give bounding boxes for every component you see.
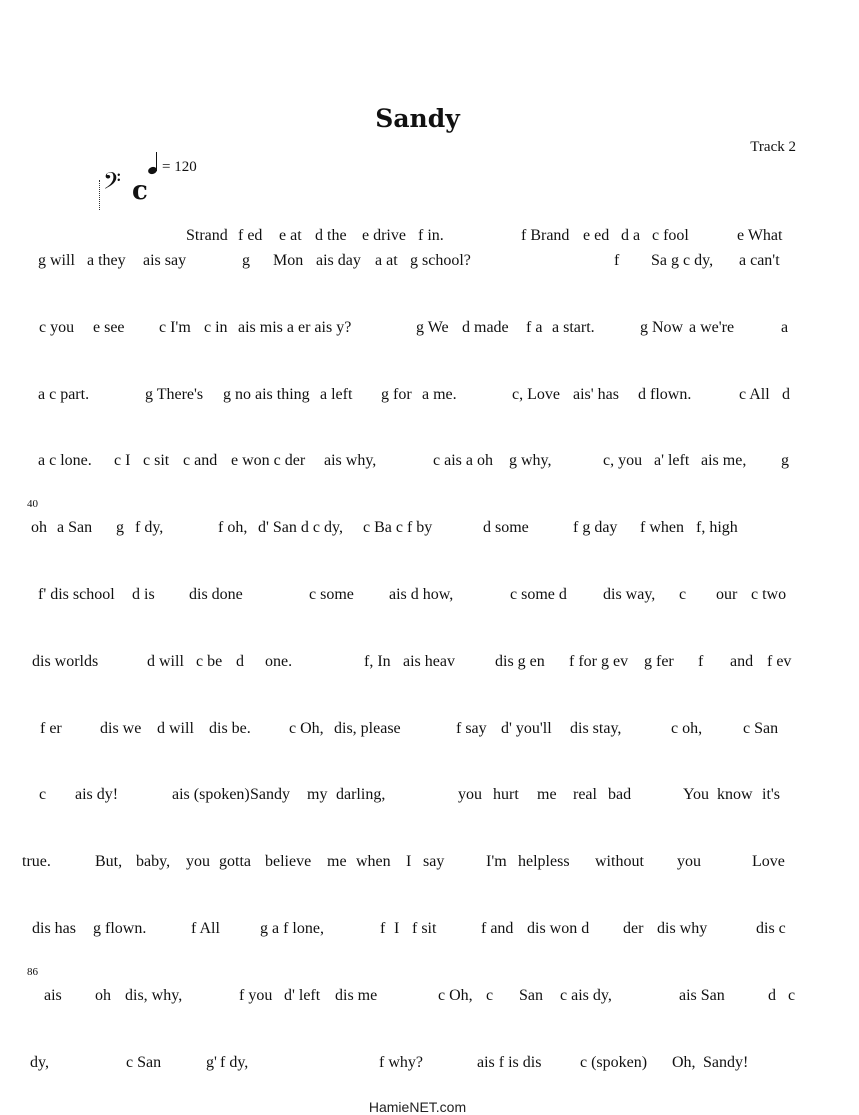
- lyric-syllable: c (spoken): [580, 1054, 648, 1071]
- bass-clef-icon: 𝄢: [103, 167, 122, 200]
- lyric-syllable: dis, please: [334, 720, 401, 737]
- lyric-syllable: my: [307, 786, 328, 803]
- lyric-syllable: Sandy!: [703, 1054, 749, 1071]
- lyric-line: [0, 920, 859, 940]
- lyric-syllable: c, Love: [512, 386, 560, 403]
- lyric-syllable: f dy,: [220, 1054, 249, 1071]
- lyric-syllable: f why?: [379, 1054, 423, 1071]
- lyric-syllable: g: [781, 452, 789, 469]
- lyric-syllable: der: [623, 920, 644, 937]
- lyric-syllable: ais d how,: [389, 586, 454, 603]
- lyric-syllable: dy,: [30, 1054, 49, 1071]
- lyric-syllable: a can't: [739, 252, 780, 269]
- lyric-syllable: a they: [87, 252, 126, 269]
- lyric-syllable: c you: [39, 319, 75, 336]
- lyric-syllable: dis worlds: [32, 653, 99, 670]
- lyric-syllable: Love: [752, 853, 785, 870]
- lyric-syllable: f ev: [767, 653, 792, 670]
- lyric-syllable: g will: [38, 252, 75, 269]
- lyric-syllable: d: [768, 987, 776, 1004]
- lyric-syllable: f a: [526, 319, 543, 336]
- lyric-syllable: Strand: [186, 227, 228, 244]
- lyric-syllable: ais me,: [701, 452, 747, 469]
- lyric-syllable: c sit: [143, 452, 170, 469]
- lyric-syllable: c fool: [652, 227, 689, 244]
- lyric-syllable: I'm: [486, 853, 507, 870]
- lyric-syllable: d a: [621, 227, 641, 244]
- lyric-syllable: you: [186, 853, 210, 870]
- lyric-syllable: f ed: [238, 227, 263, 244]
- lyric-syllable: you: [458, 786, 482, 803]
- lyric-syllable: f' dis school: [38, 586, 115, 603]
- lyric-syllable: dis we: [100, 720, 142, 737]
- lyric-syllable: c: [486, 987, 494, 1004]
- lyric-syllable: f dy,: [135, 519, 164, 536]
- lyric-line: [0, 720, 859, 740]
- lyric-syllable: ais f is dis: [477, 1054, 542, 1071]
- lyric-line: [0, 319, 859, 339]
- lyric-syllable: e ed: [583, 227, 610, 244]
- lyric-line: [0, 1054, 859, 1074]
- lyric-syllable: real: [573, 786, 597, 803]
- lyric-syllable: a c lone.: [38, 452, 92, 469]
- lyric-syllable: f sit: [412, 920, 437, 937]
- lyric-syllable: hurt: [493, 786, 519, 803]
- lyric-syllable: f g day: [573, 519, 618, 536]
- lyric-syllable: d: [782, 386, 790, 403]
- lyric-syllable: believe: [265, 853, 312, 870]
- lyric-syllable: d made: [462, 319, 509, 336]
- lyric-syllable: ais heav: [403, 653, 455, 670]
- lyric-line: [0, 987, 859, 1007]
- lyric-syllable: it's: [762, 786, 780, 803]
- lyric-syllable: c ais a oh: [433, 452, 493, 469]
- lyric-syllable: g flown.: [93, 920, 147, 937]
- lyric-syllable: Sa g c dy,: [651, 252, 714, 269]
- lyric-syllable: oh: [95, 987, 111, 1004]
- lyric-syllable: c, you: [603, 452, 643, 469]
- lyric-syllable: dis g en: [495, 653, 545, 670]
- lyric-syllable: ais say: [143, 252, 187, 269]
- lyric-syllable: a we're: [689, 319, 735, 336]
- lyric-syllable: d' you'll: [501, 720, 552, 737]
- lyric-syllable: helpless: [518, 853, 570, 870]
- lyric-syllable: f say: [456, 720, 487, 737]
- lyric-syllable: d is: [132, 586, 155, 603]
- lyric-syllable: c San: [743, 720, 779, 737]
- lyric-syllable: ais (spoken): [172, 786, 250, 803]
- lyric-line: [0, 653, 859, 673]
- lyric-syllable: without: [595, 853, 644, 870]
- lyric-syllable: f All: [191, 920, 220, 937]
- lyric-syllable: g': [206, 1054, 217, 1071]
- lyric-syllable: c Oh,: [289, 720, 324, 737]
- lyric-line: [0, 853, 859, 873]
- lyric-syllable: f Brand: [521, 227, 570, 244]
- lyric-syllable: g: [116, 519, 124, 536]
- lyric-syllable: ais: [44, 987, 62, 1004]
- lyric-syllable: f for g ev: [569, 653, 629, 670]
- lyric-syllable: our: [716, 586, 738, 603]
- lyric-syllable: ais San: [679, 987, 725, 1004]
- lyric-syllable: c and: [183, 452, 218, 469]
- lyric-line: [0, 227, 859, 247]
- lyric-syllable: dis has: [32, 920, 76, 937]
- lyric-syllable: a c part.: [38, 386, 90, 403]
- lyric-syllable: I: [406, 853, 412, 870]
- lyric-syllable: g Now: [640, 319, 684, 336]
- lyric-syllable: dis c: [756, 920, 786, 937]
- tempo-marking: [148, 152, 197, 176]
- lyric-line: [0, 386, 859, 406]
- lyric-syllable: dis won d: [527, 920, 590, 937]
- lyric-syllable: c some: [309, 586, 354, 603]
- lyric-syllable: ais mis a er ais y?: [238, 319, 352, 336]
- lyric-syllable: c: [788, 987, 796, 1004]
- lyric-syllable: darling,: [336, 786, 386, 803]
- lyric-syllable: dis way,: [603, 586, 656, 603]
- lyric-syllable: ais dy!: [75, 786, 119, 803]
- lyric-syllable: c in: [204, 319, 228, 336]
- lyric-syllable: and: [730, 653, 754, 670]
- lyric-syllable: c All: [739, 386, 770, 403]
- lyric-syllable: d some: [483, 519, 529, 536]
- lyric-line: [0, 252, 859, 272]
- lyric-syllable: g why,: [509, 452, 552, 469]
- lyric-syllable: dis done: [189, 586, 243, 603]
- lyric-syllable: dis, why,: [125, 987, 183, 1004]
- lyric-syllable: c San: [126, 1054, 162, 1071]
- lyric-syllable: f you: [239, 987, 273, 1004]
- lyric-syllable: when: [356, 853, 391, 870]
- lyric-syllable: dis be.: [209, 720, 251, 737]
- lyric-syllable: I: [394, 920, 400, 937]
- lyric-syllable: c ais dy,: [560, 987, 612, 1004]
- lyric-syllable: c I: [114, 452, 131, 469]
- lyric-syllable: f: [380, 920, 386, 937]
- lyric-syllable: a me.: [422, 386, 457, 403]
- lyric-syllable: f: [698, 653, 704, 670]
- lyric-syllable: d the: [315, 227, 347, 244]
- lyric-syllable: d' San d c dy,: [258, 519, 343, 536]
- lyric-syllable: f er: [40, 720, 62, 737]
- lyric-syllable: say: [423, 853, 445, 870]
- lyric-syllable: baby,: [136, 853, 171, 870]
- lyric-syllable: c: [39, 786, 47, 803]
- lyric-syllable: a left: [320, 386, 353, 403]
- lyric-line: [0, 786, 859, 806]
- lyric-syllable: gotta: [219, 853, 251, 870]
- lyric-syllable: c: [679, 586, 687, 603]
- lyric-syllable: a: [781, 319, 789, 336]
- lyric-syllable: one.: [265, 653, 293, 670]
- footer-site[interactable]: HamieNET.com: [368, 1099, 467, 1115]
- lyric-syllable: e see: [93, 319, 125, 336]
- lyric-syllable: ais why,: [324, 452, 377, 469]
- lyric-syllable: e won c der: [231, 452, 306, 469]
- lyric-syllable: g a f lone,: [260, 920, 324, 937]
- measure-number: 40: [27, 498, 38, 510]
- lyric-syllable: a at: [375, 252, 398, 269]
- lyric-syllable: dis me: [335, 987, 378, 1004]
- lyric-syllable: c be: [196, 653, 223, 670]
- lyric-syllable: f in.: [418, 227, 444, 244]
- lyric-syllable: e at: [279, 227, 302, 244]
- lyric-syllable: me: [327, 853, 347, 870]
- staff-start: [99, 167, 159, 214]
- lyric-syllable: d: [236, 653, 244, 670]
- lyric-syllable: a San: [57, 519, 93, 536]
- lyric-syllable: d will: [157, 720, 194, 737]
- lyric-syllable: ais day: [316, 252, 361, 269]
- lyric-syllable: e What: [737, 227, 783, 244]
- lyric-syllable: Sandy: [250, 786, 290, 803]
- lyric-syllable: oh: [31, 519, 47, 536]
- lyric-line: [0, 586, 859, 606]
- lyric-syllable: Mon: [273, 252, 304, 269]
- lyric-syllable: d flown.: [638, 386, 692, 403]
- time-signature: c: [132, 176, 148, 206]
- lyric-syllable: f, In: [364, 653, 391, 670]
- lyric-syllable: you: [677, 853, 701, 870]
- page-title: Sandy: [375, 104, 460, 133]
- lyric-line: [0, 519, 859, 539]
- lyric-syllable: f oh,: [218, 519, 248, 536]
- lyric-syllable: c some d: [510, 586, 567, 603]
- lyric-syllable: g for: [381, 386, 412, 403]
- lyric-line: [0, 452, 859, 472]
- lyric-syllable: g school?: [410, 252, 471, 269]
- lyric-syllable: f, high: [696, 519, 738, 536]
- lyric-syllable: a' left: [654, 452, 690, 469]
- lyric-syllable: true.: [22, 853, 51, 870]
- lyric-syllable: g We: [416, 319, 449, 336]
- measure-number: 86: [27, 966, 38, 978]
- lyric-syllable: e drive: [362, 227, 406, 244]
- quarter-note-icon: [148, 152, 160, 176]
- lyric-syllable: f: [614, 252, 620, 269]
- lyric-syllable: f when: [640, 519, 684, 536]
- lyric-syllable: g There's: [145, 386, 204, 403]
- lyric-syllable: g fer: [644, 653, 674, 670]
- lyric-syllable: bad: [608, 786, 632, 803]
- lyric-syllable: c Oh,: [438, 987, 473, 1004]
- lyric-syllable: dis why: [657, 920, 708, 937]
- lyric-syllable: dis stay,: [570, 720, 622, 737]
- track-label: Track 2: [750, 139, 796, 155]
- lyric-syllable: me: [537, 786, 557, 803]
- lyric-syllable: c oh,: [671, 720, 703, 737]
- lyric-syllable: a start.: [552, 319, 595, 336]
- lyric-syllable: c two: [751, 586, 787, 603]
- lyric-syllable: ais' has: [573, 386, 619, 403]
- lyric-syllable: know: [717, 786, 753, 803]
- lyric-syllable: d will: [147, 653, 184, 670]
- lyric-syllable: g no ais thing: [223, 386, 310, 403]
- lyric-syllable: g: [242, 252, 250, 269]
- lyric-syllable: Oh,: [672, 1054, 696, 1071]
- lyric-syllable: c I'm: [159, 319, 191, 336]
- lyric-syllable: d' left: [284, 987, 321, 1004]
- lyric-syllable: San: [519, 987, 543, 1004]
- lyric-syllable: c Ba c f by: [363, 519, 433, 536]
- lyric-syllable: But,: [95, 853, 123, 870]
- tempo-value: = 120: [162, 159, 197, 175]
- lyric-syllable: You: [683, 786, 709, 803]
- lyric-syllable: f and: [481, 920, 514, 937]
